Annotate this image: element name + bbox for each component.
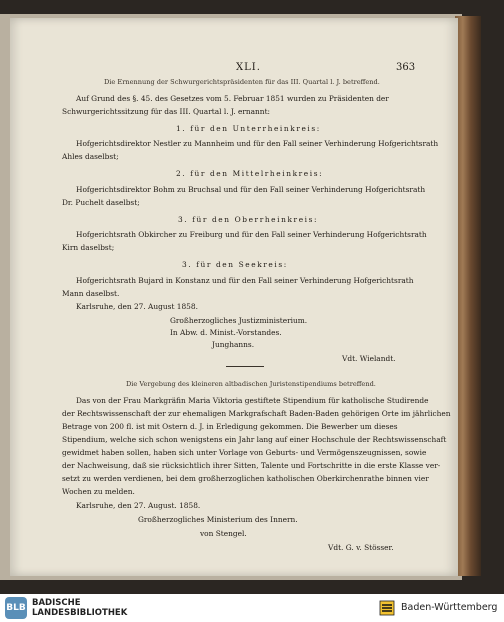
paragraph-1-line: Schwurgerichtssitzung für das III. Quartal l. J. ernannt: xyxy=(62,107,271,116)
district-heading: 2. für den Mittelrheinkreis: xyxy=(176,169,324,178)
appointment-line: Hofgerichtsdirektor Nestler zu Mannheim und für den Fall seiner Verhinderung Hofgerichtsrath xyxy=(76,139,439,148)
document-page xyxy=(10,18,458,576)
ministry-line: Großherzogliches Ministerium des Innern. xyxy=(138,515,298,524)
ministry-line: Großherzogliches Justizministerium. xyxy=(170,316,308,325)
blb-line-1: BADISCHE xyxy=(32,598,81,608)
blb-line-2: LANDESBIBLIOTHEK xyxy=(32,608,128,618)
book-edge xyxy=(455,16,481,576)
paragraph-2-line: gewidmet haben sollen, haben sich unter Vorlage von Geburts- und Vermögenszeugnissen, sowie xyxy=(62,448,427,457)
appointment-line: Dr. Puchelt daselbst; xyxy=(62,198,140,207)
signature: Junghanns. xyxy=(212,340,255,349)
divider-rule xyxy=(226,366,264,367)
appointment-line: Hofgerichtsdirektor Bohm zu Bruchsal und für den Fall seiner Verhinderung Hofgerichtsrath xyxy=(76,185,426,194)
appointment-line: Hofgerichtsrath Bujard in Konstanz und für den Fall seiner Verhinderung Hofgerichtsrath xyxy=(76,276,414,285)
district-heading: 3. für den Oberrheinkreis: xyxy=(178,215,319,224)
paragraph-1-line: Auf Grund des §. 45. des Gesetzes vom 5. Februar 1851 wurden zu Präsidenten der xyxy=(76,94,389,103)
paragraph-2-line: der Nachweisung, daß sie rücksichtlich ihrer Sitten, Talente und Fortschritte in die erste Klasse ver- xyxy=(62,461,441,470)
page-number: 363 xyxy=(396,62,416,73)
appointment-line: Kirn daselbst; xyxy=(62,243,115,252)
bw-wordmark[interactable]: Baden-Württemberg xyxy=(401,602,498,613)
vidit-line: Vdt. Wielandt. xyxy=(342,354,396,363)
paragraph-2-line: Stipendium, welche sich schon wenigstens ein Jahr lang auf einer Hochschule der Rechtswissenschaft xyxy=(62,435,447,444)
section-header-1: Die Ernennung der Schwurgerichtspräsidenten für das III. Quartal l. J. betreffend. xyxy=(104,78,380,86)
section-header-2: Die Vergebung des kleineren altbadischen Juristenstipendiums betreffend. xyxy=(126,380,376,388)
ministry-subline: In Abw. d. Minist.-Vorstandes. xyxy=(170,328,282,337)
appointment-line: Mann daselbst. xyxy=(62,289,120,298)
paragraph-2-line: setzt zu werden verdienen, bei dem großherzoglichen katholischen Oberkirchenrathe binnen vier xyxy=(62,474,429,483)
paragraph-2-line: Das von der Frau Markgräfin Maria Viktoria gestiftete Stipendium für katholische Studirende xyxy=(76,396,429,405)
page-title: XLI. xyxy=(236,62,261,73)
district-heading: 1. für den Unterrheinkreis: xyxy=(176,124,321,133)
paragraph-2-line: Wochen zu melden. xyxy=(62,487,135,496)
appointment-line: Ahles daselbst; xyxy=(62,152,119,161)
date-line: Karlsruhe, den 27. August 1858. xyxy=(76,302,198,311)
coat-of-arms-icon xyxy=(378,599,396,617)
paragraph-2-line: der Rechtswissenschaft der zur ehemaligen Markgrafschaft Baden-Baden gehörigen Orte im jährlichen xyxy=(62,409,451,418)
blb-wordmark[interactable] xyxy=(32,598,127,618)
vidit-line: Vdt. G. v. Stösser. xyxy=(328,543,394,552)
appointment-line: Hofgerichtsrath Obkircher zu Freiburg und für den Fall seiner Verhinderung Hofgerichtsrath xyxy=(76,230,427,239)
blb-logo[interactable]: BLB xyxy=(5,597,27,619)
date-line: Karlsruhe, den 27. August. 1858. xyxy=(76,501,201,510)
signature: von Stengel. xyxy=(200,529,247,538)
paragraph-2-line: Betrage von 200 fl. ist mit Ostern d. J. in Erledigung gekommen. Die Bewerber um dieses xyxy=(62,422,398,431)
district-heading: 3. für den Seekreis: xyxy=(182,260,288,269)
footer-bar xyxy=(0,594,504,622)
